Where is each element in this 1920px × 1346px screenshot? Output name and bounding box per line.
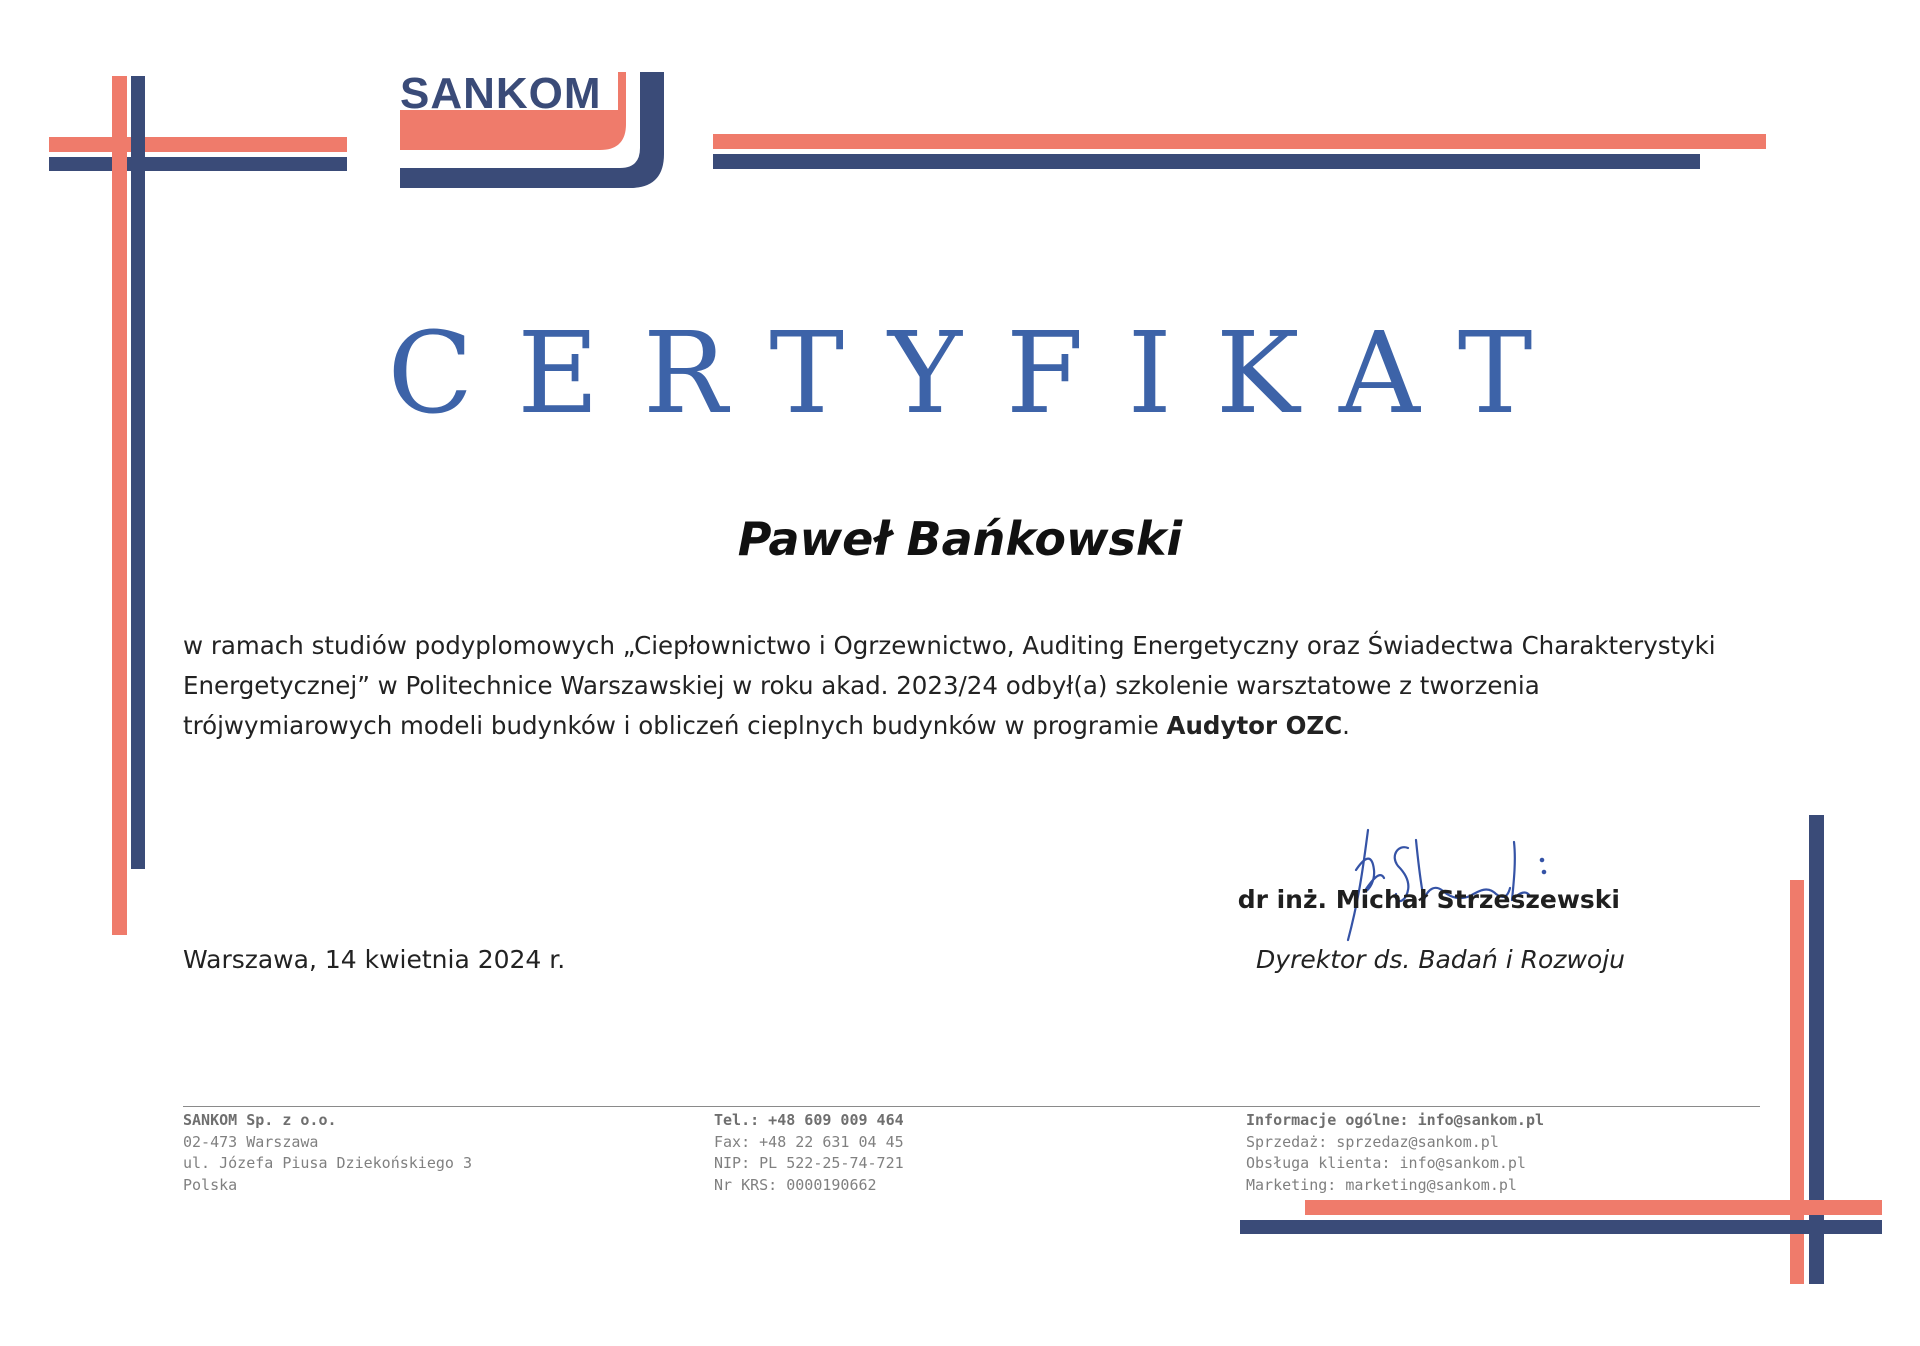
footer-email-general: Informacje ogólne: info@sankom.pl [1246,1111,1545,1129]
certificate-title: CERTYFIKAT [387,309,1577,439]
decor-bar-top-left-horizontal-salmon [49,137,347,152]
signer-role: Dyrektor ds. Badań i Rozwoju [1256,945,1625,974]
footer-emails [1246,1110,1544,1196]
handwritten-signature [1320,800,1640,950]
decor-bar-bottom-right-horizontal-navy [1240,1220,1882,1234]
footer-nip: NIP: PL 522-25-74-721 [714,1154,904,1172]
footer-email-marketing: Marketing: marketing@sankom.pl [1246,1175,1517,1194]
footer-krs: Nr KRS: 0000190662 [714,1175,877,1194]
footer-company-address [183,1110,472,1196]
footer-email-support: Obsługa klienta: info@sankom.pl [1246,1154,1526,1172]
sankom-logo [400,70,664,188]
logo-text: SANKOM [400,70,602,118]
certificate-body [183,626,1753,746]
recipient-name: Paweł Bańkowski [737,512,1183,566]
decor-bar-top-left-vertical-navy [131,76,145,869]
footer-divider [183,1106,1760,1107]
decor-bar-top-right-salmon [713,134,1766,149]
footer-email-sales: Sprzedaż: sprzedaz@sankom.pl [1246,1132,1499,1151]
body-text-end: . [1342,711,1350,740]
footer-fax: Fax: +48 22 631 04 45 [714,1132,904,1151]
decor-bar-top-left-vertical-salmon [112,76,127,935]
decor-bar-top-right-navy [713,154,1700,169]
signer-name: dr inż. Michał Strzeszewski [1237,885,1620,914]
program-name: Audytor OZC [1166,711,1343,740]
place-and-date: Warszawa, 14 kwietnia 2024 r. [183,945,566,974]
decor-bar-bottom-right-horizontal-salmon [1305,1200,1882,1215]
decor-bar-top-left-horizontal-navy [49,157,347,171]
footer-contact [714,1110,904,1196]
footer-company-name: SANKOM Sp. z o.o. [183,1111,337,1129]
body-text-main: w ramach studiów podyplomowych „Ciepłownictwo i Ogrzewnictwo, Auditing Energetyczny oraz Świadectwa Charakterystyki Energetycznej” w Politechnice Warszawskiej w roku akad. 2023/24 odbył(a) szkolenie warsztatowe z tworzenia trójwymiarowych modeli budynków i obliczeń cieplnych budynków w programie [183,631,1716,740]
footer-postal: 02-473 Warszawa [183,1132,319,1151]
footer-country: Polska [183,1175,238,1194]
footer-tel: Tel.: +48 609 009 464 [714,1111,904,1129]
footer-street: ul. Józefa Piusa Dziekońskiego 3 [183,1154,472,1172]
